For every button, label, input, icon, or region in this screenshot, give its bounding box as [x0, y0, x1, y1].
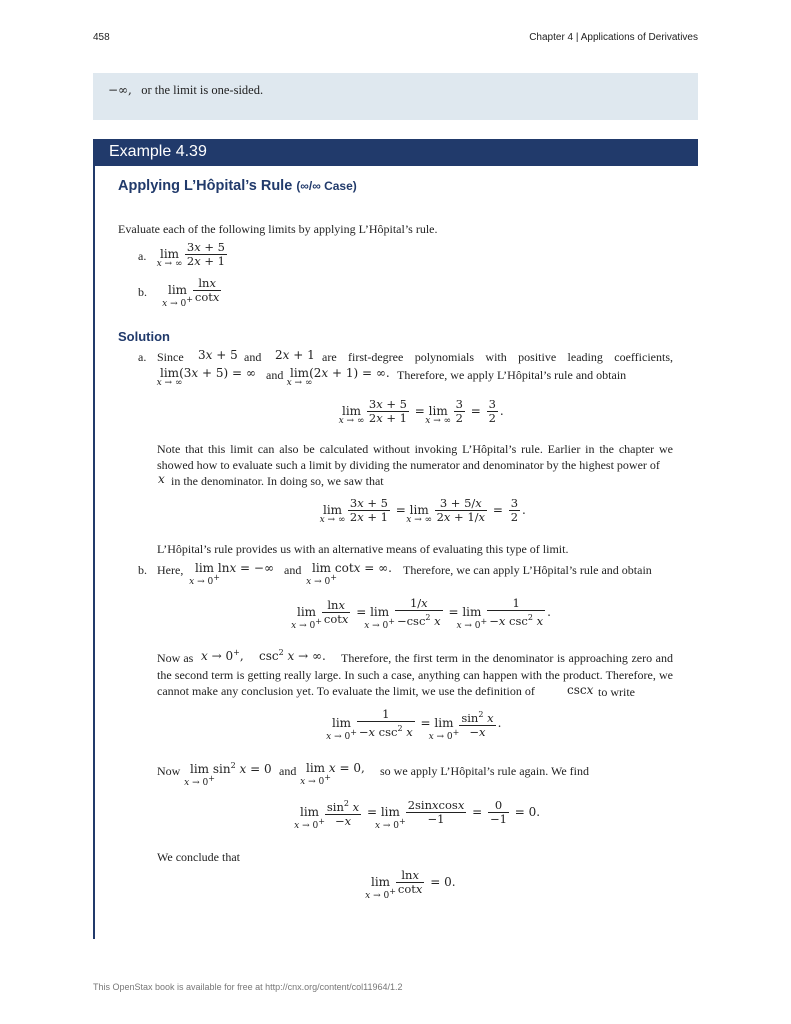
neg-infinity-math: −∞, — [108, 83, 132, 97]
math-x-to-0: x → 0+, — [201, 648, 244, 663]
conclude-text: We conclude that — [157, 850, 240, 864]
math-2x1: 2x + 1 — [275, 348, 315, 362]
math-lim-lnx: lim x → 0+ lnx = −∞ — [189, 561, 274, 587]
math-lim-sin2: lim x → 0+ $\sin^2 x = 0$ — [184, 761, 272, 788]
equation-b2: lim x → 0+ $\frac{1}{-x \csc^2 x}$ = lim x → 0+ $\frac{\sin^2 x}{-x}$ . — [326, 707, 502, 742]
alternative-paragraph: L’Hôpital’s rule provides us with an alternative means of evaluating this type of limit. — [157, 542, 569, 556]
math-x: x — [158, 472, 165, 486]
solution-b-label: b. — [138, 563, 147, 577]
chapter-title: Chapter 4 | Applications of Derivatives — [529, 32, 698, 43]
example-title: Applying L’Hôpital’s Rule (∞/∞ Case) — [118, 178, 357, 194]
equation-b1: lim x → 0+ $\frac{\ln x}{\cot x}$ = lim x → 0+ $\frac{1/x}{-\csc^2 x}$ = lim x → 0+ $\frac{1}{-x \csc^2 x}$ . — [291, 596, 551, 631]
math-cscx: cscx — [567, 683, 594, 697]
example-header — [93, 139, 698, 166]
item-b-label: b. — [138, 285, 147, 299]
math-lim-denominator: lim x → ∞ (2x + 1) = ∞. — [286, 366, 390, 388]
note-paragraph: Note that this limit can also be calculated without invoking L’Hôpital’s rule. Earlier in the chapter we showed how to evaluate such a limit by dividing the numerator and denominator by the highest power of — [157, 442, 673, 472]
page-number: 458 — [93, 32, 110, 43]
math-lim-cotx: lim x → 0+ cotx = ∞. — [306, 561, 392, 587]
math-3x5: 3x + 5 — [198, 348, 238, 362]
equation-a2: lim x → ∞ $\frac{3x + 5}{2x + 1}$ = lim x → ∞ $\frac{3 + 5/x}{2x + 1/x}$ = $\frac{3}{2}$ . — [319, 496, 526, 525]
product-paragraph: the second term is getting really large. In such a case, anything can happen with the product. Therefore, we cannot make any conclusion yet. To evaluate the limit, we use the definition of — [157, 668, 673, 698]
item-a-label: a. — [138, 249, 147, 263]
solution-a-label: a. — [138, 350, 147, 364]
problem-b-math: lim x → 0+ $\frac{\ln x}{\cot x}$ — [162, 276, 220, 309]
example-border — [93, 166, 95, 939]
solution-heading: Solution — [118, 329, 170, 344]
equation-a1: lim x → ∞ $\frac{3x + 5}{2x + 1}$ = lim x → ∞ $\frac{3}{2}$ = $\frac{3}{2}$ . — [338, 397, 504, 426]
note-box — [93, 73, 698, 120]
math-lim-numerator: lim x → ∞ (3x + 5) = ∞ — [156, 366, 256, 388]
equation-b3: lim x → 0+ $\frac{\sin^2 x}{-x}$ = lim x → 0+ $\frac{\text{2sinxcosx}}{-1}$ = $\frac{0}{-1}$ = 0. — [294, 797, 541, 831]
footer-text: This OpenStax book is available for free at http://cnx.org/content/col11964/1.2 — [93, 982, 403, 992]
math-lim-x: lim x → 0+ x = 0, — [300, 761, 365, 787]
problem-a-math: lim x → ∞ $\frac{3x + 5}{2x + 1}$ — [156, 240, 225, 269]
math-csc2: $\csc^2 x$ → ∞. — [259, 648, 326, 663]
note-text: or the limit is one-sided. — [141, 83, 264, 97]
example-prompt: Evaluate each of the following limits by applying L’Hôpital’s rule. — [118, 222, 438, 236]
example-label: Example 4.39 — [109, 143, 207, 160]
equation-final: lim x → 0+ $\frac{\ln x}{\cot x}$ = 0. — [365, 868, 456, 901]
